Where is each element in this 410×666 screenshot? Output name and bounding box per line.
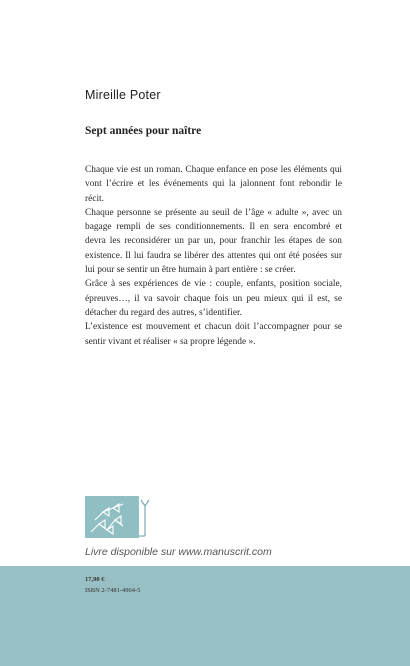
blurb-paragraph: Grâce à ses expériences de vie : couple, enfants, position sociale, épreuves…, il va savoir chaque fois un peu mieux qui il est, se détacher du regard des autres, s’identifier.	[85, 279, 342, 318]
blurb-paragraph: L’existence est mouvement et chacun doit l’accompagner pour se sentir vivant et réaliser « sa propre légende ».	[85, 322, 342, 347]
author-name: Mireille Poter	[85, 88, 161, 102]
isbn-label: ISBN 2-7481-4964-5	[85, 587, 141, 594]
blurb-paragraph: Chaque personne se présente au seuil de l’âge « adulte », avec un bagage rempli de ses conditionnements. Il en sera encombré et devra les reconsidérer un par un, pour franchir les étapes de son existence. Il lui faudra se libérer des attentes qui ont été posées sur lui pour se sentir un être humain à part entière : se créer.	[85, 207, 342, 276]
availability-note: Livre disponible sur www.manuscrit.com	[85, 546, 272, 558]
price-label: 17,90 €	[85, 576, 105, 583]
blurb-paragraph: Chaque vie est un roman. Chaque enfance en pose les éléments qui vont l’écrire et les événements qui la jalonnent font rebondir le récit.	[85, 165, 342, 204]
book-title: Sept années pour naître	[85, 125, 202, 137]
publisher-logo-icon	[85, 496, 157, 538]
blurb	[85, 163, 342, 349]
footer-band	[0, 566, 410, 666]
